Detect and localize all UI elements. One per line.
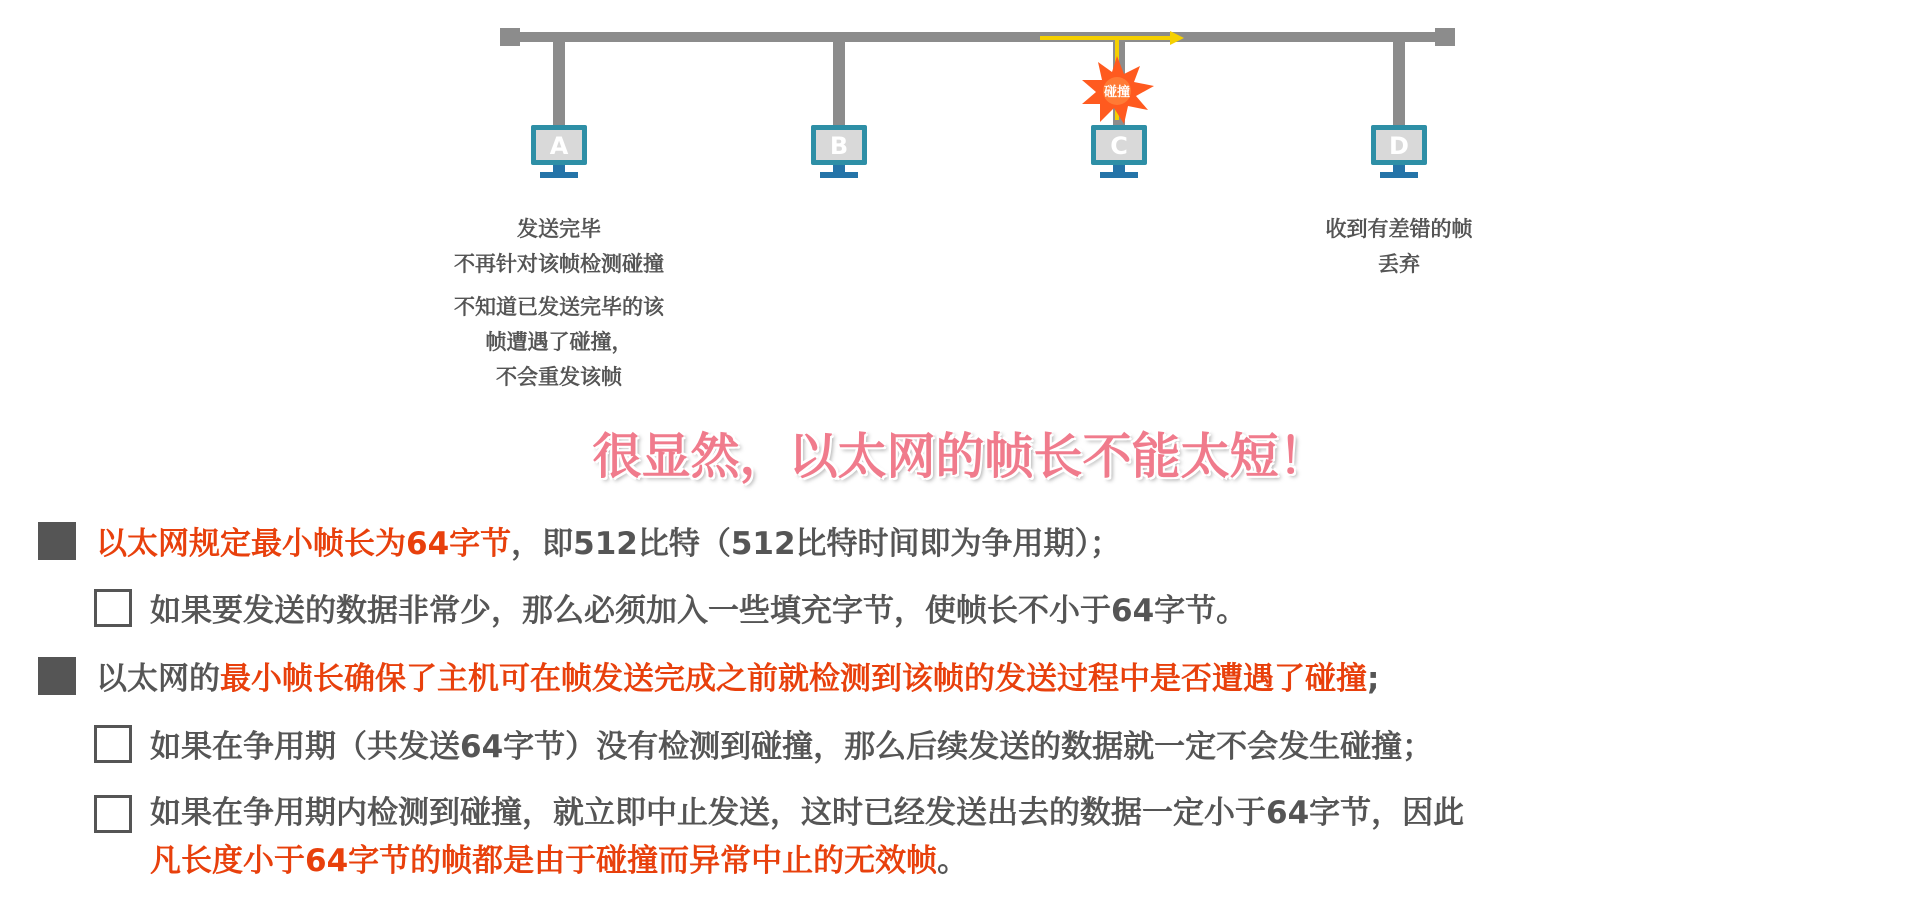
- sub-bullet-no-collision: [150, 721, 1433, 766]
- caption-station-a-unaware: [400, 290, 718, 395]
- station-d-label: D: [1389, 132, 1409, 160]
- empty-square-icon: [94, 589, 132, 627]
- caption-line: 帧遭遇了碰撞，: [485, 330, 633, 354]
- bullet-text-end: 。: [937, 843, 969, 879]
- caption-station-a-sent: [400, 212, 718, 282]
- caption-line: 丢弃: [1378, 252, 1420, 276]
- bus-line: [500, 32, 1455, 42]
- bullet-text: ，即512比特（512比特时间即为争用期）；: [511, 526, 1122, 562]
- caption-station-d: [1260, 212, 1538, 282]
- station-d-monitor-icon: [1371, 125, 1427, 178]
- sub-bullet-padding: [150, 585, 1247, 630]
- caption-line: 不会重发该帧: [496, 365, 622, 389]
- station-c-label: C: [1110, 132, 1128, 160]
- station-b-label: B: [829, 132, 849, 160]
- bullet-text-end: ;: [1367, 661, 1380, 697]
- bullet-text: 如果在争用期（共发送64字节）没有检测到碰撞，那么后续发送的数据就一定不会发生碰撞；: [150, 729, 1434, 765]
- caption-line: 收到有差错的帧: [1325, 217, 1473, 241]
- sub-bullet-abort: [150, 789, 1464, 885]
- station-a-label: A: [549, 132, 569, 160]
- filled-square-icon: [38, 657, 76, 695]
- collision-label: 碰撞: [1103, 85, 1131, 100]
- bus-terminator-left: [500, 28, 520, 46]
- caption-line: 不再针对该帧检测碰撞: [454, 252, 664, 276]
- drop-line-d: [1393, 42, 1405, 128]
- bullet-text: 如果要发送的数据非常少，那么必须加入一些填充字节，使帧长不小于64字节。: [150, 593, 1248, 629]
- bullet-highlight: 凡长度小于64字节的帧都是由于碰撞而异常中止的无效帧: [150, 843, 938, 879]
- bullet-collision-detection: [96, 653, 1379, 698]
- station-b-monitor-icon: [811, 125, 867, 178]
- empty-square-icon: [94, 725, 132, 763]
- bus-topology-diagram: [0, 0, 1920, 420]
- station-c-monitor-icon: [1091, 125, 1147, 178]
- bullet-text: 以太网的: [96, 661, 220, 697]
- bus-terminator-right: [1435, 28, 1455, 46]
- drop-line-a: [553, 42, 565, 128]
- filled-square-icon: [38, 522, 76, 560]
- bullet-text: 如果在争用期内检测到碰撞，就立即中止发送，这时已经发送出去的数据一定小于64字节，因此: [150, 795, 1465, 831]
- station-a-monitor-icon: [531, 125, 587, 178]
- drop-line-b: [833, 42, 845, 128]
- bullet-min-frame-length: [96, 518, 1121, 563]
- collision-burst-icon: [1082, 56, 1154, 124]
- caption-line: 不知道已发送完毕的该: [454, 295, 664, 319]
- empty-square-icon: [94, 795, 132, 833]
- caption-line: 发送完毕: [517, 217, 601, 241]
- headline: 很显然，以太网的帧长不能太短！: [592, 428, 1328, 485]
- bullet-highlight: 最小帧长确保了主机可在帧发送完成之前就检测到该帧的发送过程中是否遭遇了碰撞: [220, 661, 1367, 697]
- bullet-highlight: 以太网规定最小帧长为64字节: [96, 526, 512, 562]
